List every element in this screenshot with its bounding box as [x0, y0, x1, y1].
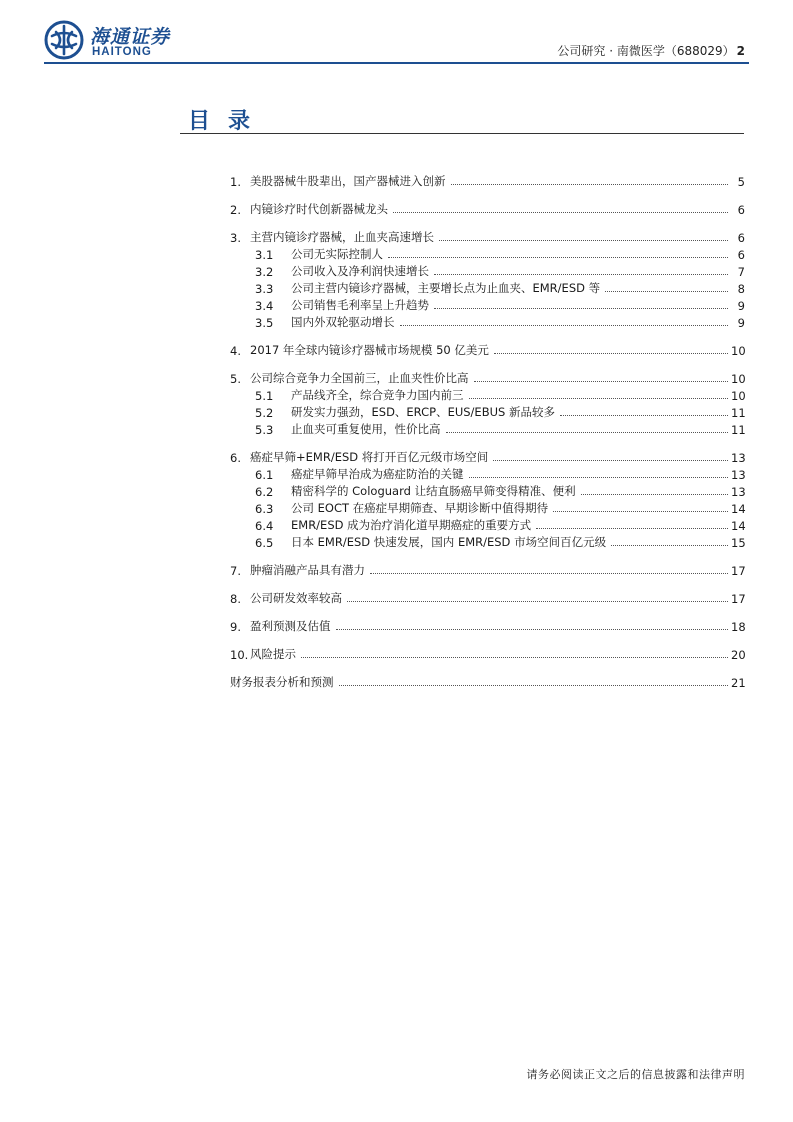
haitong-emblem-icon — [44, 20, 84, 60]
toc-gap — [230, 189, 745, 200]
toc-entry-number: 9. — [230, 620, 241, 634]
toc-leader-dots — [434, 307, 728, 309]
toc-entry[interactable] — [230, 561, 745, 578]
toc-gap — [230, 662, 745, 673]
toc-entry-page: 6 — [737, 203, 745, 217]
toc-leader-dots — [339, 684, 729, 686]
toc-entry-number: 8. — [230, 592, 241, 606]
toc-entry[interactable] — [230, 448, 745, 465]
toc-entry[interactable] — [230, 386, 745, 403]
toc-leader-dots — [553, 510, 728, 512]
toc-gap — [230, 437, 745, 448]
toc-entry-number: 7. — [230, 564, 241, 578]
haitong-logo — [44, 20, 214, 64]
toc-gap — [230, 330, 745, 341]
toc-leader-dots — [336, 628, 729, 630]
toc-leader-dots — [469, 476, 729, 478]
toc-entry-page: 14 — [731, 519, 746, 533]
toc-leader-dots — [301, 656, 728, 658]
toc-entry[interactable] — [230, 228, 745, 245]
toc-entry-page: 13 — [731, 468, 746, 482]
toc-entry-title: 公司研发效率较高 — [250, 591, 342, 605]
toc-entry-title: 财务报表分析和预测 — [230, 675, 334, 689]
toc-gap — [230, 217, 745, 228]
toc-entry-title: 国内外双轮驱动增长 — [291, 315, 395, 329]
toc-entry-page: 7 — [737, 265, 745, 279]
toc-entry-number: 1. — [230, 175, 241, 189]
toc-entry-title: 公司主营内镜诊疗器械，主要增长点为止血夹、EMR/ESD 等 — [291, 281, 601, 295]
toc-entry-number: 6.1 — [255, 468, 274, 482]
toc-entry-number: 3. — [230, 231, 241, 245]
toc-entry-number: 6.3 — [255, 502, 274, 516]
toc-entry-title: 风险提示 — [250, 647, 296, 661]
toc-entry-title: 公司综合竞争力全国前三，止血夹性价比高 — [250, 371, 469, 385]
toc-entry-page: 5 — [737, 175, 745, 189]
toc-entry[interactable] — [230, 617, 745, 634]
toc-entry-page: 13 — [731, 485, 746, 499]
toc-entry-title: 美股器械牛股辈出，国产器械进入创新 — [250, 174, 446, 188]
toc-entry-title: 止血夹可重复使用，性价比高 — [291, 422, 441, 436]
toc-entry[interactable] — [230, 589, 745, 606]
toc-entry[interactable] — [230, 296, 745, 313]
toc-leader-dots — [388, 256, 728, 258]
toc-leader-dots — [469, 397, 729, 399]
toc-entry-number: 5.2 — [255, 406, 274, 420]
toc-entry[interactable] — [230, 533, 745, 550]
toc-entry-title: 内镜诊疗时代创新器械龙头 — [250, 202, 388, 216]
toc-entry-title: 2017 年全球内镜诊疗器械市场规模 50 亿美元 — [250, 343, 489, 357]
toc-entry-number: 3.1 — [255, 248, 274, 262]
toc-entry-number: 6.2 — [255, 485, 274, 499]
toc-entry[interactable] — [230, 420, 745, 437]
toc-gap — [230, 578, 745, 589]
toc-entry-page: 10 — [731, 389, 746, 403]
toc-leader-dots — [439, 239, 728, 241]
toc-gap — [230, 550, 745, 561]
toc-entry-number: 3.3 — [255, 282, 274, 296]
toc-entry[interactable] — [230, 262, 745, 279]
toc-entry[interactable] — [230, 313, 745, 330]
toc-entry-page: 8 — [737, 282, 745, 296]
toc-entry-title: 产品线齐全，综合竞争力国内前三 — [291, 388, 464, 402]
toc-gap — [230, 358, 745, 369]
toc-entry[interactable] — [230, 172, 745, 189]
toc-entry-page: 10 — [731, 372, 746, 386]
toc-entry[interactable] — [230, 516, 745, 533]
toc-entry-number: 5.1 — [255, 389, 274, 403]
toc-entry-number: 3.2 — [255, 265, 274, 279]
disclaimer-footer: 请务必阅读正文之后的信息披露和法律声明 — [526, 1068, 745, 1081]
toc-entry-page: 21 — [731, 676, 746, 690]
toc-entry-title: EMR/ESD 成为治疗消化道早期癌症的重要方式 — [291, 518, 532, 532]
report-info: 公司研究 · 南微医学（688029） — [557, 44, 735, 58]
toc-entry-title: 肿瘤消融产品具有潜力 — [250, 563, 365, 577]
page-number: 2 — [736, 44, 745, 58]
toc-entry-title: 公司无实际控制人 — [291, 247, 383, 261]
toc-entry-page: 20 — [731, 648, 746, 662]
toc-leader-dots — [393, 211, 728, 213]
toc-title: 目录 — [188, 108, 269, 134]
toc-entry-page: 11 — [731, 406, 746, 420]
toc-entry[interactable] — [230, 245, 745, 262]
toc-leader-dots — [560, 414, 728, 416]
toc-leader-dots — [370, 572, 728, 574]
toc-entry[interactable] — [230, 465, 745, 482]
toc-entry[interactable] — [230, 499, 745, 516]
toc-entry-title: 公司收入及净利润快速增长 — [291, 264, 429, 278]
toc-entry-page: 17 — [731, 564, 746, 578]
toc-leader-dots — [605, 290, 728, 292]
toc-leader-dots — [347, 600, 728, 602]
toc-entry[interactable] — [230, 200, 745, 217]
toc-entry-page: 6 — [737, 248, 745, 262]
toc-leader-dots — [581, 493, 728, 495]
header-divider — [44, 62, 749, 64]
toc-gap — [230, 606, 745, 617]
table-of-contents — [230, 172, 745, 690]
toc-leader-dots — [611, 544, 728, 546]
toc-entry-title: 精密科学的 Cologuard 让结直肠癌早筛变得精准、便利 — [291, 484, 576, 498]
toc-entry-number: 5. — [230, 372, 241, 386]
brand-name-en: HAITONG — [92, 46, 152, 58]
toc-entry-title: 日本 EMR/ESD 快速发展，国内 EMR/ESD 市场空间百亿元级 — [291, 535, 607, 549]
toc-entry-number: 3.4 — [255, 299, 274, 313]
toc-entry-page: 10 — [731, 344, 746, 358]
toc-entry-title: 公司销售毛利率呈上升趋势 — [291, 298, 429, 312]
toc-entry-page: 9 — [737, 316, 745, 330]
toc-entry-number: 6.4 — [255, 519, 274, 533]
toc-entry-page: 15 — [731, 536, 746, 550]
toc-leader-dots — [494, 352, 728, 354]
toc-entry[interactable] — [230, 645, 745, 662]
toc-entry-page: 18 — [731, 620, 746, 634]
toc-entry-page: 14 — [731, 502, 746, 516]
toc-entry[interactable] — [230, 369, 745, 386]
toc-entry-title: 癌症早筛+EMR/ESD 将打开百亿元级市场空间 — [250, 450, 489, 464]
toc-entry-page: 13 — [731, 451, 746, 465]
toc-entry-number: 6. — [230, 451, 241, 465]
toc-entry-title: 盈利预测及估值 — [250, 619, 331, 633]
toc-leader-dots — [400, 324, 729, 326]
toc-entry-number: 2. — [230, 203, 241, 217]
toc-leader-dots — [451, 183, 729, 185]
toc-entry-number: 3.5 — [255, 316, 274, 330]
toc-leader-dots — [434, 273, 728, 275]
toc-entry-number: 4. — [230, 344, 241, 358]
toc-leader-dots — [536, 527, 728, 529]
toc-entry[interactable] — [230, 482, 745, 499]
toc-entry-page: 17 — [731, 592, 746, 606]
toc-gap — [230, 634, 745, 645]
toc-entry[interactable] — [230, 673, 745, 690]
toc-leader-dots — [493, 459, 728, 461]
toc-entry-title: 公司 EOCT 在癌症早期筛查、早期诊断中值得期待 — [291, 501, 549, 515]
toc-leader-dots — [474, 380, 729, 382]
toc-entry-page: 9 — [737, 299, 745, 313]
toc-entry-number: 6.5 — [255, 536, 274, 550]
toc-entry-title: 癌症早筛早治成为癌症防治的关键 — [291, 467, 464, 481]
toc-title-rule — [180, 133, 744, 134]
toc-entry[interactable] — [230, 403, 745, 420]
toc-entry-title: 研发实力强劲，ESD、ERCP、EUS/EBUS 新品较多 — [291, 405, 555, 419]
brand-name-cn: 海通证券 — [90, 26, 171, 48]
toc-entry-page: 11 — [731, 423, 746, 437]
toc-entry-page: 6 — [737, 231, 745, 245]
toc-entry-title: 主营内镜诊疗器械，止血夹高速增长 — [250, 230, 434, 244]
toc-entry[interactable] — [230, 341, 745, 358]
toc-entry[interactable] — [230, 279, 745, 296]
report-header-info — [557, 42, 745, 59]
toc-leader-dots — [446, 431, 729, 433]
toc-entry-number: 5.3 — [255, 423, 274, 437]
toc-entry-number: 10. — [230, 648, 249, 662]
